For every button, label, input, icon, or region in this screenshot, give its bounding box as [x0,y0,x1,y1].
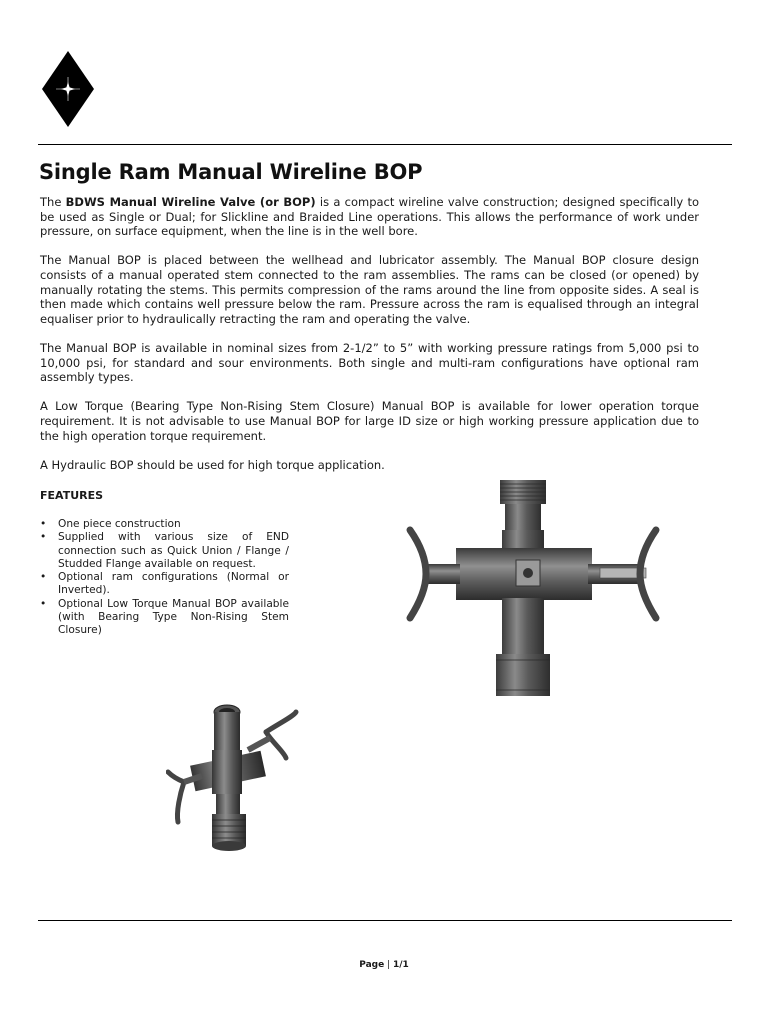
page-title: Single Ram Manual Wireline BOP [39,160,423,184]
paragraph-placement: The Manual BOP is placed between the wellhead and lubricator assembly. The Manual BOP closure design consists of a manual operated stem connected to the ram assemblies. The rams can be closed (or opened) by manually rotating the stems. This permits compression of the rams around the line from opposite sides. A seal is then made which contains well pressure below the ram. Pressure across the ram is equalised through an integral equaliser prior to hydraulically retracting the ram and operating the valve. [40,253,699,326]
intro-paragraph: The BDWS Manual Wireline Valve (or BOP) is a compact wireline valve construction; designed specifically to be used as Single or Dual; for Slickline and Braided Line operations. This allows the performance of work under pressure, on surface equipment, when the line is in the well bore. [40,195,699,239]
paragraph-low-torque: A Low Torque (Bearing Type Non-Rising Stem Closure) Manual BOP is available for lower operation torque requirement. It is not advisable to use Manual BOP for large ID size or high working pressure application due to the high operation torque requirement. [40,399,699,443]
bop-isometric-image [166,702,302,854]
page-footer [0,960,768,970]
page-label: Page [359,960,385,970]
features-list [40,518,289,638]
list-item: • Optional ram configurations (Normal or Inverted). [40,571,289,597]
bop-front-view-image [404,478,662,700]
features-heading: FEATURES [40,489,104,502]
list-item: • One piece construction [40,518,181,530]
bullet-icon: • [40,518,47,530]
list-item: • Optional Low Torque Manual BOP available (with Bearing Type Non-Rising Stem Closure) [40,597,289,637]
body-text [40,195,699,487]
header-divider [38,144,732,145]
page-number: 1/1 [392,960,409,970]
page-separator: | [384,960,393,970]
paragraph-sizes: The Manual BOP is available in nominal sizes from 2-1/2” to 5” with working pressure ratings from 5,000 psi to 10,000 psi, for standard and sour environments. Both single and multi-ram configurations have optional ram assembly types. [40,340,699,385]
bullet-icon: • [40,531,47,544]
company-logo-icon [40,50,96,128]
product-name: BDWS Manual Wireline Valve (or BOP) [65,195,316,209]
bullet-icon: • [40,597,47,610]
bullet-icon: • [40,571,47,584]
list-item: • Supplied with various size of END connection such as Quick Union / Flange / Studded Flange available on request. [40,531,289,570]
footer-divider [38,920,732,921]
paragraph-hydraulic: A Hydraulic BOP should be used for high torque application. [40,457,385,472]
